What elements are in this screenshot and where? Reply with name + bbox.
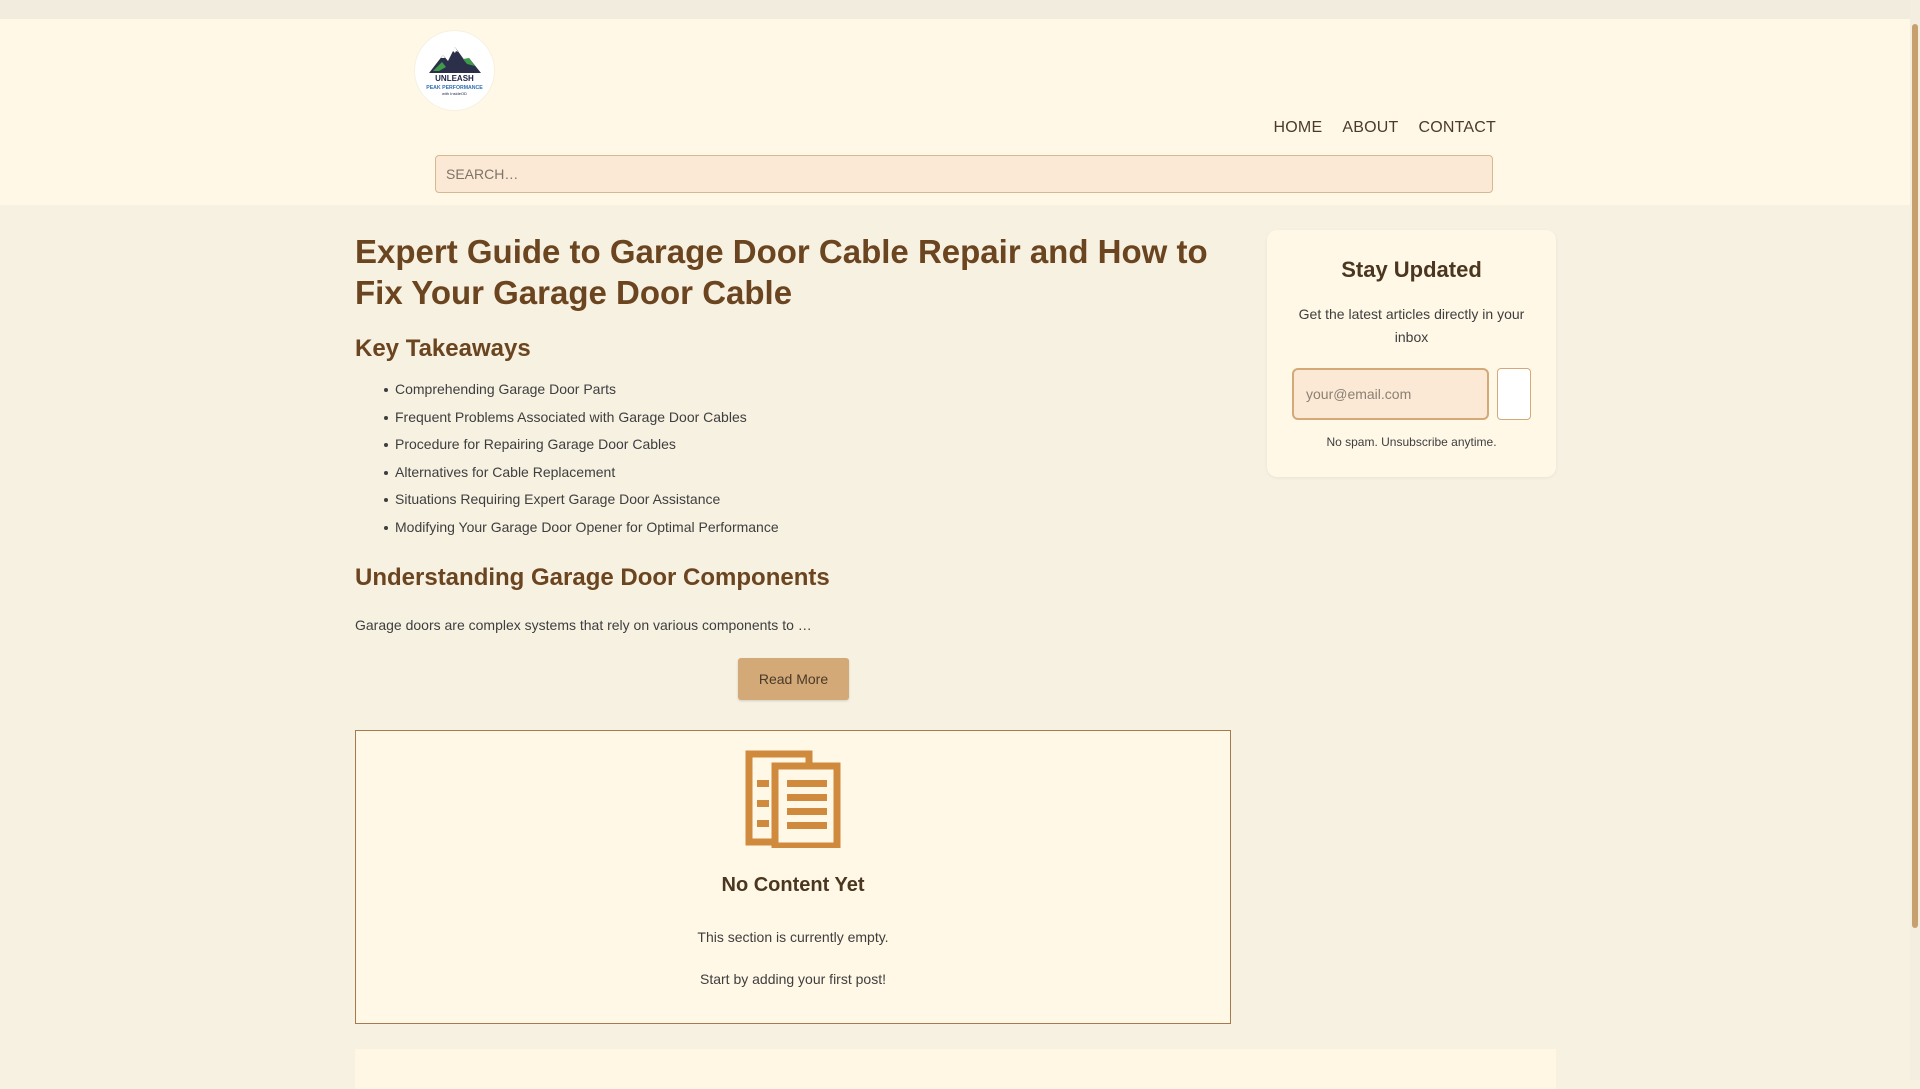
logo-text-line3: with InsideOD <box>442 91 467 96</box>
newsletter-widget <box>1267 230 1556 477</box>
list-item: Alternatives for Cable Replacement <box>395 464 779 492</box>
nav-home-link[interactable]: HOME <box>1273 119 1323 136</box>
list-item: Situations Requiring Expert Garage Door Assistance <box>395 491 779 519</box>
newsletter-heading: Stay Updated <box>1341 257 1482 282</box>
document-icon <box>745 750 843 848</box>
nav-contact-link[interactable]: CONTACT <box>1418 119 1496 136</box>
site-header <box>0 19 1910 205</box>
site-logo[interactable] <box>415 31 494 110</box>
list-item: Frequent Problems Associated with Garage Door Cables <box>395 409 779 437</box>
mountain-logo-icon <box>415 31 494 110</box>
empty-state-panel <box>355 730 1231 1024</box>
empty-state-hint: Start by adding your first post! <box>700 971 886 987</box>
empty-state-message: This section is currently empty. <box>697 929 889 945</box>
logo-text-line1: UNLEASH <box>435 74 474 83</box>
subscribe-button[interactable] <box>1497 368 1531 420</box>
article-excerpt: Garage doors are complex systems that rely on various components to … <box>355 617 812 633</box>
newsletter-description: Get the latest articles directly in your inbox <box>1298 306 1525 345</box>
email-input[interactable] <box>1292 368 1489 420</box>
newsletter-note: No spam. Unsubscribe anytime. <box>1326 435 1497 449</box>
list-item: Comprehending Garage Door Parts <box>395 381 779 409</box>
nav-about-link[interactable]: ABOUT <box>1342 119 1399 136</box>
logo-text-line2: PEAK PERFORMANCE <box>426 85 483 91</box>
empty-state-title: No Content Yet <box>721 874 865 896</box>
search-input[interactable] <box>435 155 1493 193</box>
key-takeaways-heading: Key Takeaways <box>355 335 531 362</box>
main-nav <box>1274 119 1496 137</box>
key-takeaways-list <box>395 381 779 547</box>
read-more-button[interactable]: Read More <box>738 658 849 700</box>
list-item: Modifying Your Garage Door Opener for Optimal Performance <box>395 519 779 547</box>
list-item: Procedure for Repairing Garage Door Cables <box>395 436 779 464</box>
article-title[interactable]: Expert Guide to Garage Door Cable Repair and How to Fix Your Garage Door Cable <box>355 233 1208 311</box>
footer-panel <box>355 1049 1556 1089</box>
top-strip <box>0 0 1910 19</box>
section-heading: Understanding Garage Door Components <box>355 564 830 591</box>
scrollbar-thumb[interactable] <box>1912 24 1918 928</box>
